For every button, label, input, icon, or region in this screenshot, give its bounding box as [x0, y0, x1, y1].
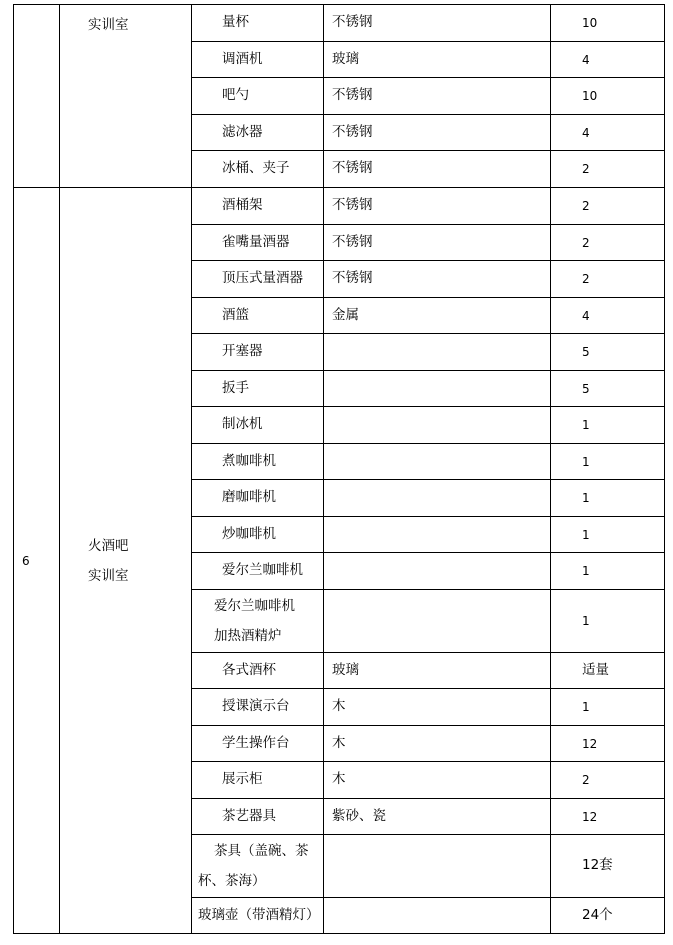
item-name-line: 加热酒精炉	[214, 628, 282, 644]
item-material: 不锈钢	[324, 188, 551, 225]
item-material	[324, 517, 551, 553]
item-name-line: 茶具（盖碗、茶	[214, 843, 309, 859]
item-qty: 2	[551, 151, 665, 188]
equipment-table	[13, 4, 665, 934]
section-number-cell	[14, 5, 60, 188]
item-name: 冰桶、夹子	[192, 151, 324, 188]
item-material: 玻璃	[324, 653, 551, 689]
item-name: 磨咖啡机	[192, 480, 324, 517]
item-name: 煮咖啡机	[192, 444, 324, 480]
item-qty: 12	[551, 726, 665, 762]
item-material: 不锈钢	[324, 5, 551, 42]
item-qty: 2	[551, 261, 665, 298]
item-material	[324, 371, 551, 407]
item-material: 不锈钢	[324, 225, 551, 261]
item-material: 紫砂、瓷	[324, 799, 551, 835]
item-qty: 4	[551, 298, 665, 334]
item-material: 不锈钢	[324, 261, 551, 298]
item-material	[324, 334, 551, 371]
item-material: 不锈钢	[324, 78, 551, 115]
item-name: 开塞器	[192, 334, 324, 371]
item-name: 量杯	[192, 5, 324, 42]
item-material	[324, 480, 551, 517]
item-name: 爱尔兰咖啡机	[192, 553, 324, 590]
room-cell	[60, 188, 192, 934]
item-material: 不锈钢	[324, 115, 551, 151]
item-qty: 1	[551, 590, 665, 653]
table-row	[14, 5, 665, 42]
item-qty: 12	[551, 799, 665, 835]
item-qty: 2	[551, 225, 665, 261]
item-qty: 24个	[551, 898, 665, 934]
item-name	[192, 590, 324, 653]
item-qty: 4	[551, 42, 665, 78]
item-material: 金属	[324, 298, 551, 334]
item-qty: 1	[551, 407, 665, 444]
item-name: 酒篮	[192, 298, 324, 334]
item-material	[324, 590, 551, 653]
item-material	[324, 444, 551, 480]
item-name: 炒咖啡机	[192, 517, 324, 553]
item-material: 玻璃	[324, 42, 551, 78]
item-qty: 5	[551, 334, 665, 371]
item-qty: 1	[551, 689, 665, 726]
item-name: 制冰机	[192, 407, 324, 444]
item-material: 不锈钢	[324, 151, 551, 188]
item-material	[324, 553, 551, 590]
item-material	[324, 407, 551, 444]
item-name-line: 爱尔兰咖啡机	[214, 598, 295, 614]
item-qty: 12套	[551, 835, 665, 898]
item-qty: 1	[551, 444, 665, 480]
section-number-cell: 6	[14, 188, 60, 934]
item-material	[324, 898, 551, 934]
item-name: 吧勺	[192, 78, 324, 115]
item-name: 调酒机	[192, 42, 324, 78]
item-name-line: 杯、茶海）	[198, 873, 266, 889]
item-name: 茶艺器具	[192, 799, 324, 835]
item-qty: 4	[551, 115, 665, 151]
item-material: 木	[324, 726, 551, 762]
item-qty: 1	[551, 517, 665, 553]
item-qty: 适量	[551, 653, 665, 689]
item-qty: 2	[551, 762, 665, 799]
item-material: 木	[324, 689, 551, 726]
item-name: 滤冰器	[192, 115, 324, 151]
item-qty: 2	[551, 188, 665, 225]
room-name-line: 火酒吧	[88, 537, 129, 554]
item-material: 木	[324, 762, 551, 799]
item-name: 授课演示台	[192, 689, 324, 726]
item-name	[192, 835, 324, 898]
item-name: 各式酒杯	[192, 653, 324, 689]
item-name: 学生操作台	[192, 726, 324, 762]
item-material	[324, 835, 551, 898]
room-cell: 实训室	[60, 5, 192, 188]
item-qty: 1	[551, 553, 665, 590]
item-name: 扳手	[192, 371, 324, 407]
item-qty: 1	[551, 480, 665, 517]
item-qty: 10	[551, 5, 665, 42]
item-name: 酒桶架	[192, 188, 324, 225]
item-name: 玻璃壶（带酒精灯）	[192, 898, 324, 934]
item-name: 顶压式量酒器	[192, 261, 324, 298]
room-name-line: 实训室	[88, 567, 129, 584]
item-name: 展示柜	[192, 762, 324, 799]
item-name: 雀嘴量酒器	[192, 225, 324, 261]
table-row	[14, 188, 665, 225]
item-qty: 10	[551, 78, 665, 115]
item-qty: 5	[551, 371, 665, 407]
